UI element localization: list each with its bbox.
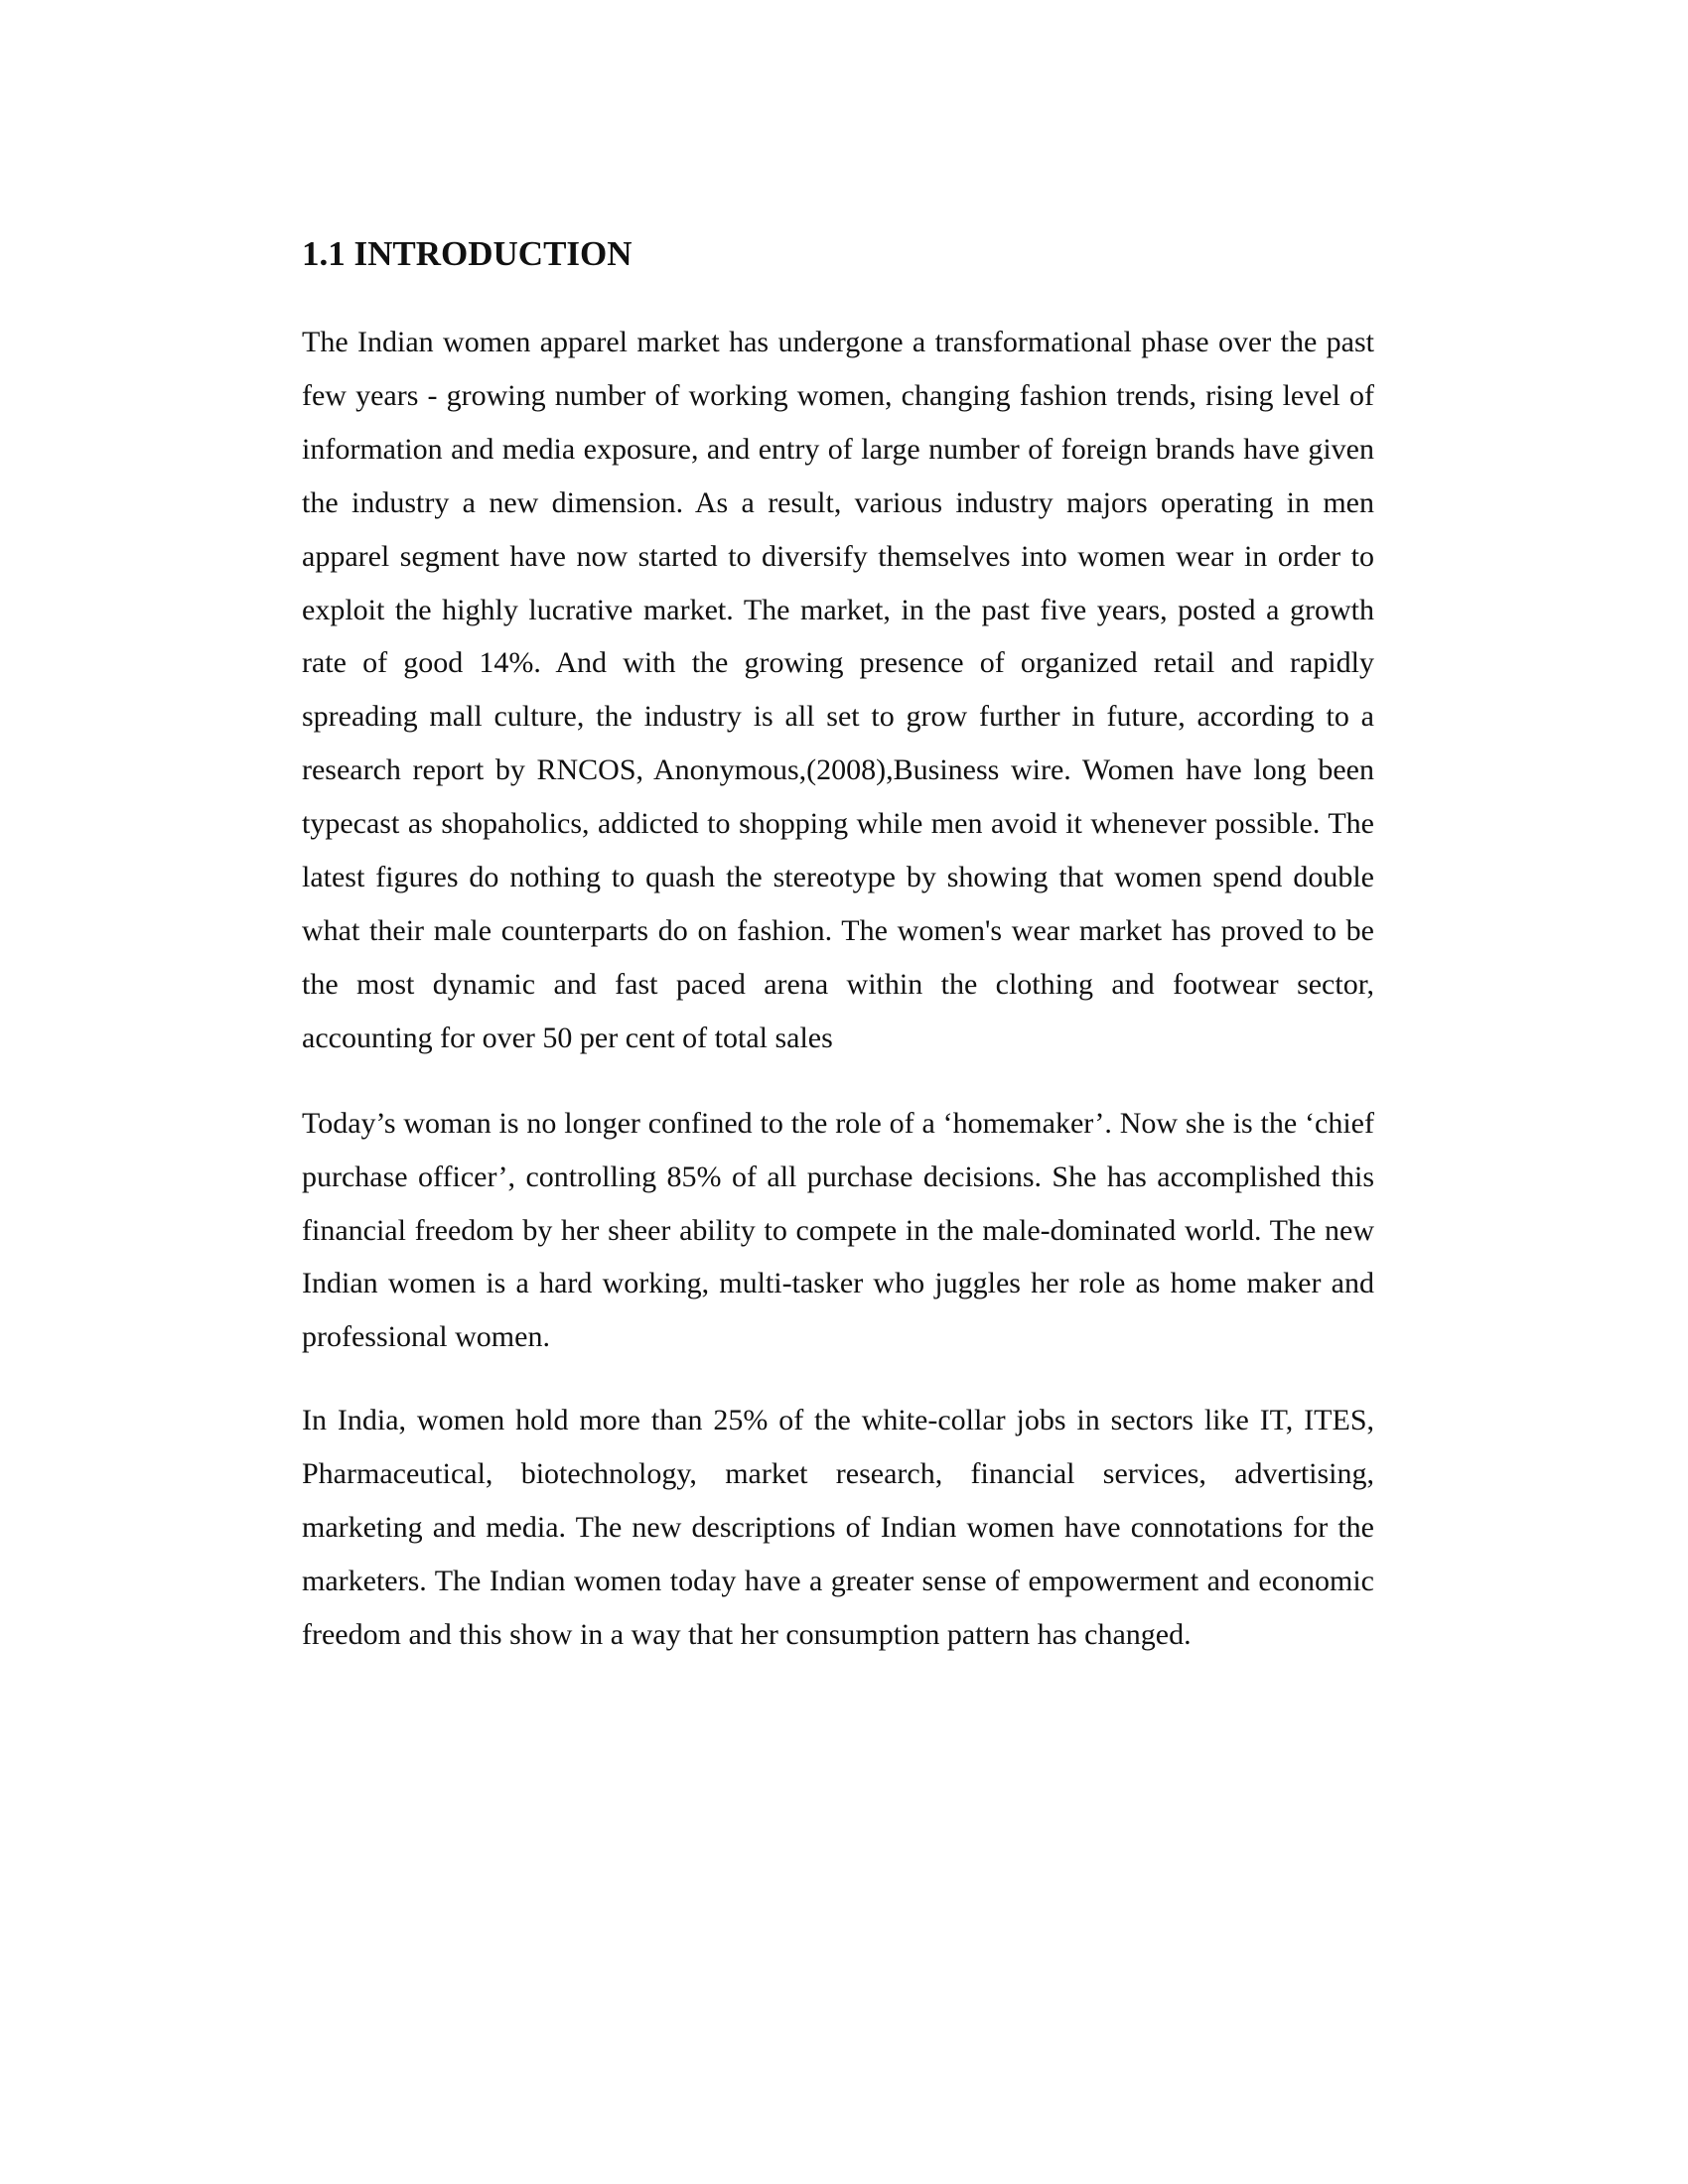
paragraph-india-workforce: In India, women hold more than 25% of the white-collar jobs in sectors like IT, ITES, Pharmaceutical, biotechnology, market research, financial services, advertising, marketing and media. The new descriptions of Indian women have connotations for the marketers. The Indian women today have a greater sense of empowerment and economic freedom and this show in a way that her consumption pattern has changed.	[302, 1404, 1374, 1651]
section-heading: 1.1 INTRODUCTION	[302, 234, 633, 273]
document-body	[302, 226, 1374, 1662]
paragraph-womens-role: Today’s woman is no longer confined to the role of a ‘homemaker’. Now she is the ‘chief purchase officer’, controlling 85% of all purchase decisions. She has accomplished this financial freedom by her sheer ability to compete in the male-dominated world. The new Indian women is a hard working, multi-tasker who juggles her role as home maker and professional women.	[302, 1106, 1374, 1354]
paragraph-market-overview: The Indian women apparel market has undergone a transformational phase over the past few years - growing number of working women, changing fashion trends, rising level of information and media exposure, and entry of large number of foreign brands have given the industry a new dimension. As a result, various industry majors operating in men apparel segment have now started to diversify themselves into women wear in order to exploit the highly lucrative market. The market, in the past five years, posted a growth rate of good 14%. And with the growing presence of organized retail and rapidly spreading mall culture, the industry is all set to grow further in future, according to a research report by RNCOS, Anonymous,(2008),Business wire. Women have long been typecast as shopaholics, addicted to shopping while men avoid it whenever possible. The latest figures do nothing to quash the stereotype by showing that women spend double what their male counterparts do on fashion. The women's wear market has proved to be the most dynamic and fast paced arena within the clothing and footwear sector, accounting for over 50 per cent of total sales	[302, 326, 1374, 1054]
